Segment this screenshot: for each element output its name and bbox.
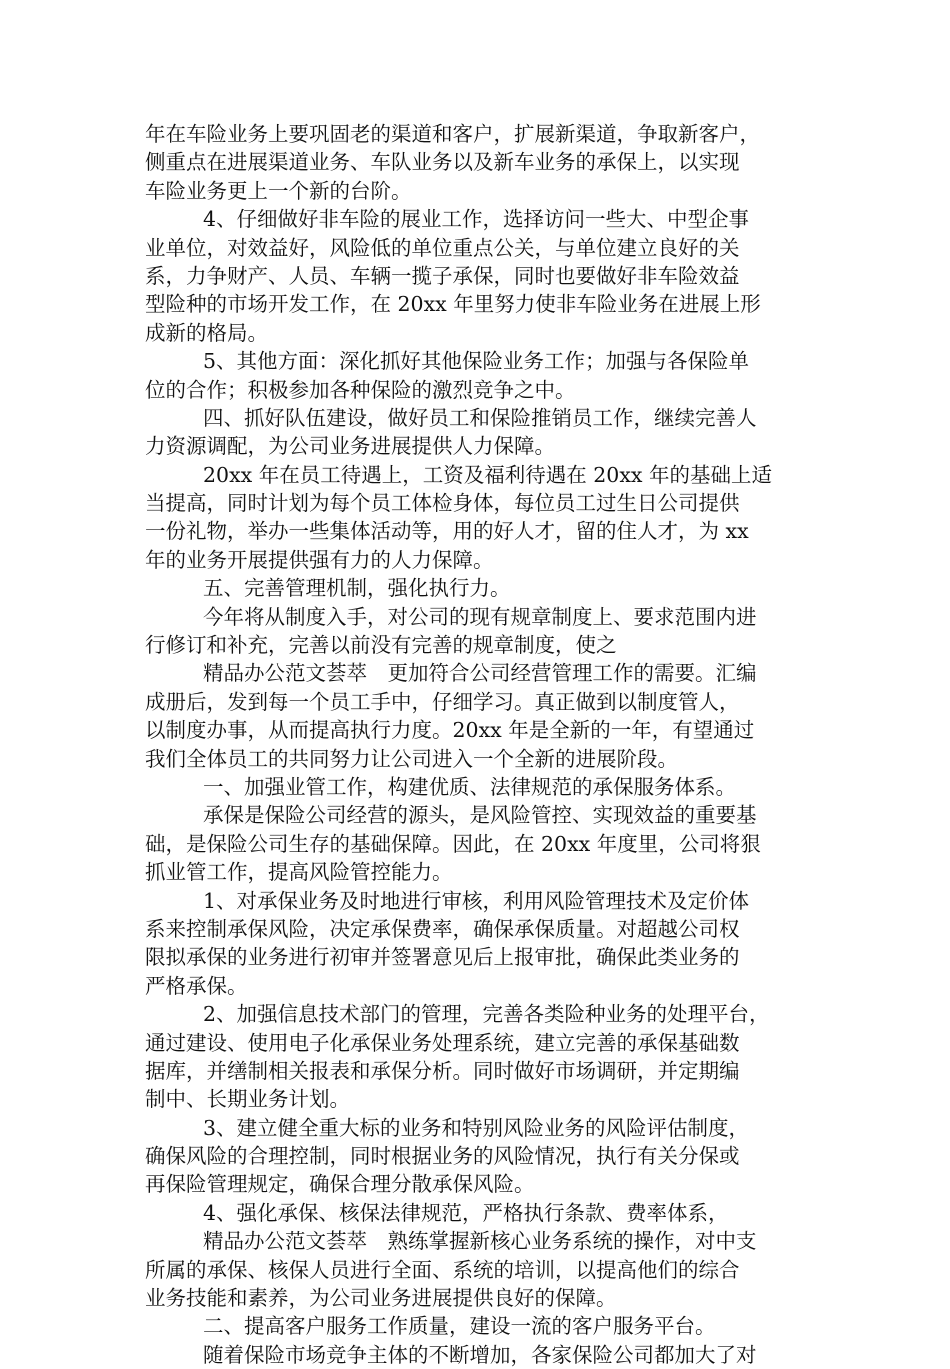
text-line: 4、仔细做好非车险的展业工作，选择访问一些大、中型企事 — [203, 207, 750, 232]
text-line: 业单位，对效益好，风险低的单位重点公关，与单位建立良好的关 — [145, 235, 740, 260]
text-line: 年的业务开展提供强有力的人力保障。 — [145, 547, 494, 572]
text-line: 年在车险业务上要巩固老的渠道和客户，扩展新渠道，争取新客户， — [145, 122, 760, 146]
text-line: 型险种的市场开发工作，在 20xx 年里努力使非车险业务在进展上形 — [145, 292, 761, 317]
text-line: 制中、长期业务计划。 — [145, 1087, 350, 1112]
text-line: 精品办公范文荟萃 更加符合公司经营管理工作的需要。汇编 — [203, 661, 757, 686]
text-line: 业务技能和素养，为公司业务进展提供良好的保障。 — [145, 1286, 617, 1311]
text-line: 础，是保险公司生存的基础保障。因此，在 20xx 年度里，公司将狠 — [145, 831, 761, 856]
text-line: 侧重点在进展渠道业务、车队业务以及新车业务的承保上，以实现 — [145, 150, 740, 175]
text-line: 承保是保险公司经营的源头，是风险管控、实现效益的重要基 — [203, 803, 757, 828]
text-line: 2、加强信息技术部门的管理，完善各类险种业务的处理平台， — [203, 1002, 770, 1027]
text-line: 四、抓好队伍建设，做好员工和保险推销员工作，继续完善人 — [203, 405, 757, 430]
text-line: 行修订和补充，完善以前没有完善的规章制度，使之 — [145, 633, 617, 658]
text-line: 成册后，发到每一个员工手中，仔细学习。真正做到以制度管人， — [145, 689, 740, 714]
text-line: 再保险管理规定，确保合理分散承保风险。 — [145, 1172, 535, 1197]
text-line: 20xx 年在员工待遇上，工资及福利待遇在 20xx 年的基础上适 — [203, 462, 772, 487]
text-line: 一、加强业管工作，构建优质、法律规范的承保服务体系。 — [203, 774, 736, 799]
text-line: 五、完善管理机制，强化执行力。 — [203, 576, 511, 601]
text-line: 通过建设、使用电子化承保业务处理系统，建立完善的承保基础数 — [145, 1030, 740, 1055]
text-line: 限拟承保的业务进行初审并签署意见后上报审批，确保此类业务的 — [145, 945, 740, 970]
text-line: 严格承保。 — [145, 973, 248, 998]
text-line: 精品办公范文荟萃 熟练掌握新核心业务系统的操作，对中支 — [203, 1229, 757, 1254]
text-line: 据库，并缮制相关报表和承保分析。同时做好市场调研，并定期编 — [145, 1058, 740, 1083]
text-line: 确保风险的合理控制，同时根据业务的风险情况，执行有关分保或 — [145, 1144, 740, 1169]
text-line: 车险业务更上一个新的台阶。 — [145, 178, 412, 203]
text-line: 我们全体员工的共同努力让公司进入一个全新的进展阶段。 — [145, 746, 678, 771]
text-line: 力资源调配，为公司业务进展提供人力保障。 — [145, 434, 555, 459]
text-line: 成新的格局。 — [145, 320, 268, 345]
text-line: 二、提高客户服务工作质量，建设一流的客户服务平台。 — [203, 1314, 716, 1339]
text-line: 1、对承保业务及时地进行审核，利用风险管理技术及定价体 — [203, 888, 750, 913]
text-line: 位的合作；积极参加各种保险的激烈竞争之中。 — [145, 377, 576, 402]
text-line: 3、建立健全重大标的业务和特别风险业务的风险评估制度， — [203, 1115, 750, 1140]
text-line: 今年将从制度入手，对公司的现有规章制度上、要求范围内进 — [203, 604, 757, 629]
text-line: 所属的承保、核保人员进行全面、系统的培训，以提高他们的综合 — [145, 1257, 740, 1282]
text-line: 系来控制承保风险，决定承保费率，确保承保质量。对超越公司权 — [145, 916, 740, 941]
text-line: 抓业管工作，提高风险管控能力。 — [145, 860, 453, 885]
document-body — [145, 120, 835, 1369]
text-line: 当提高，同时计划为每个员工体检身体，每位员工过生日公司提供 — [145, 491, 740, 516]
text-line: 5、其他方面：深化抓好其他保险业务工作；加强与各保险单 — [203, 349, 750, 374]
text-line: 随着保险市场竞争主体的不断增加，各家保险公司都加大了对 — [203, 1342, 757, 1367]
text-line: 4、强化承保、核保法律规范，严格执行条款、费率体系， — [203, 1200, 729, 1225]
text-line: 系，力争财产、人员、车辆一揽子承保，同时也要做好非车险效益 — [145, 263, 740, 288]
text-line: 以制度办事，从而提高执行力度。20xx 年是全新的一年，有望通过 — [145, 718, 755, 743]
text-line: 一份礼物，举办一些集体活动等，用的好人才，留的住人才，为 xx — [145, 519, 749, 544]
